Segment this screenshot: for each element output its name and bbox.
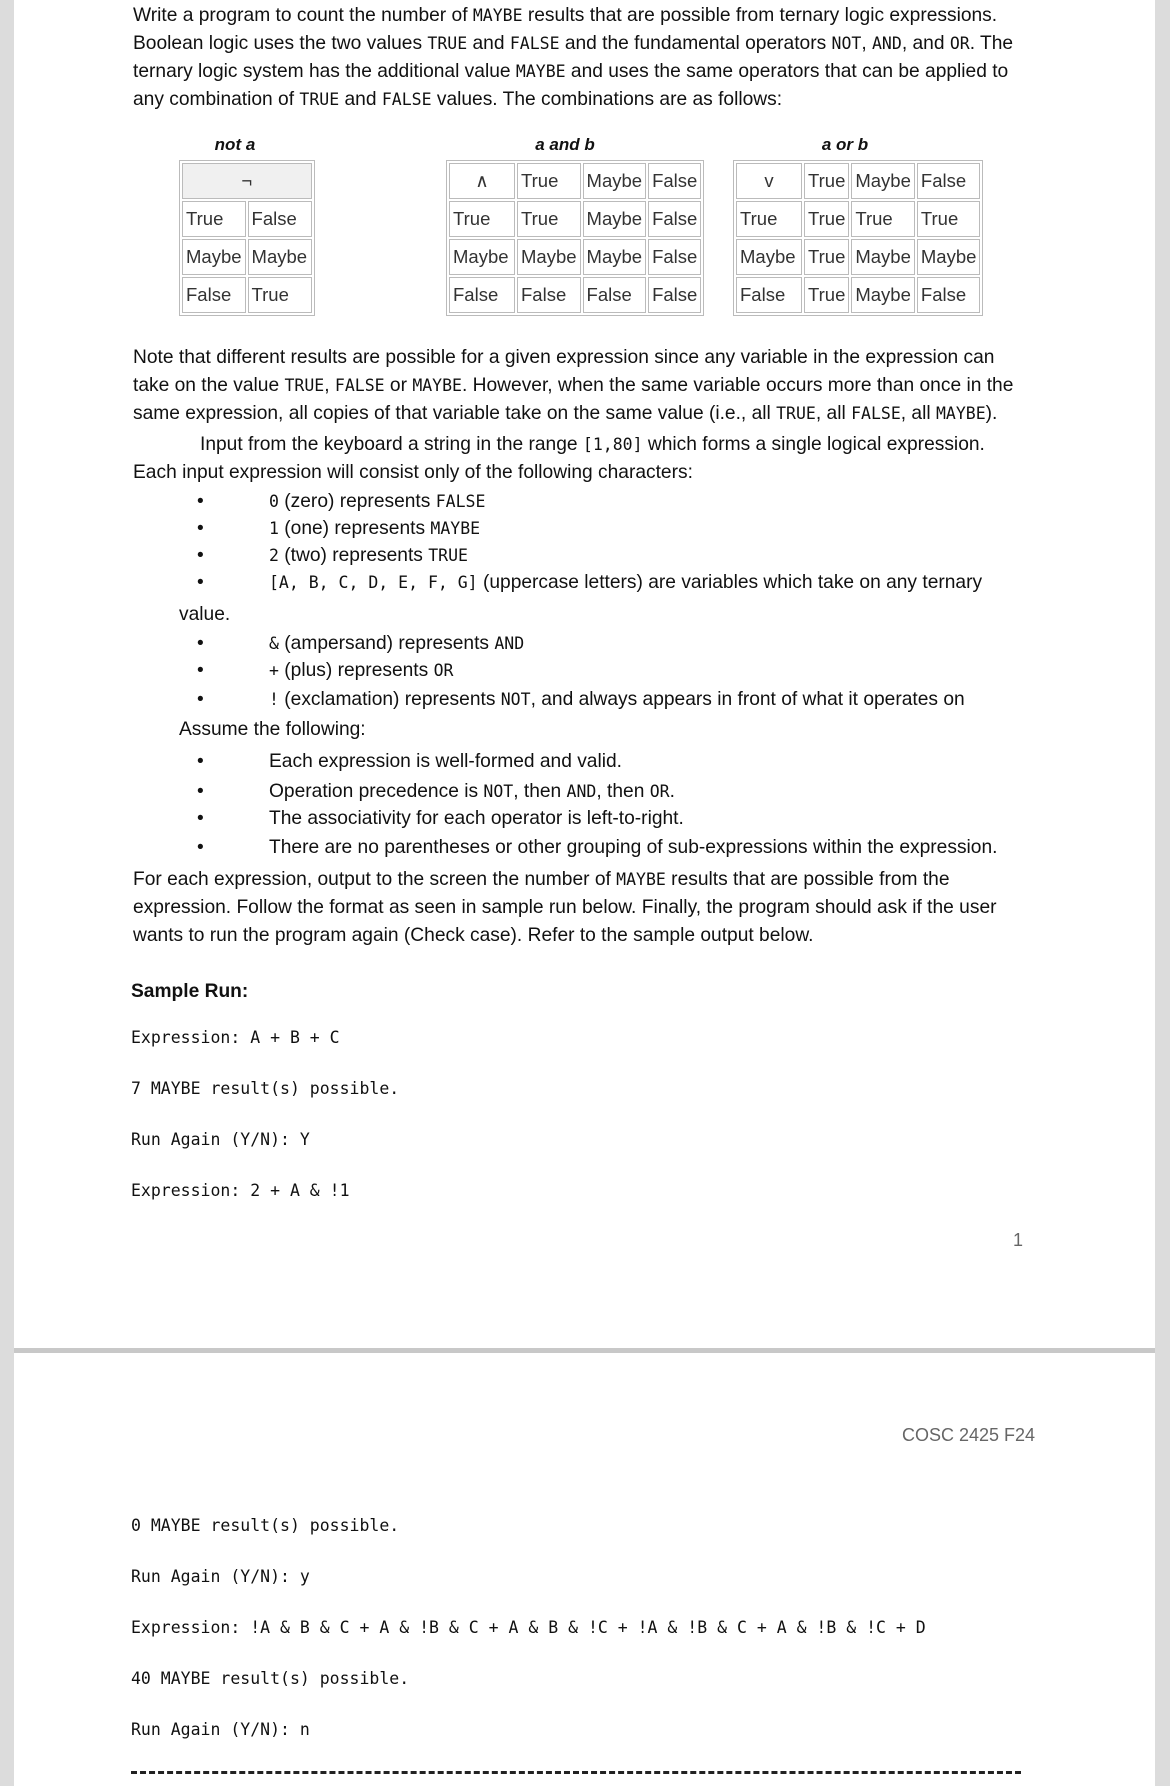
and-table xyxy=(446,160,704,316)
table-cell: Maybe xyxy=(736,239,802,275)
table-cell: Maybe xyxy=(449,239,515,275)
table-cell: True xyxy=(736,201,802,237)
output-line: Expression: A + B + C xyxy=(131,1028,340,1047)
table-row xyxy=(736,277,980,313)
table-cell: True xyxy=(804,239,849,275)
table-cell: Maybe xyxy=(851,277,915,313)
table-cell: Maybe xyxy=(248,239,312,275)
output-line: 7 MAYBE result(s) possible. xyxy=(131,1079,400,1098)
not-table xyxy=(179,160,315,316)
table-cell: False xyxy=(917,277,981,313)
table-row xyxy=(449,277,701,313)
table-header-cell: Maybe xyxy=(583,163,647,199)
list-continuation: value. xyxy=(179,604,231,625)
and-symbol: ∧ xyxy=(449,163,515,199)
table-cell: True xyxy=(917,201,981,237)
and-table-title: a and b xyxy=(535,135,595,154)
not-table-title: not a xyxy=(214,135,256,154)
table-cell: Maybe xyxy=(517,239,581,275)
table-cell: True xyxy=(517,201,581,237)
output-line: Run Again (Y/N): Y xyxy=(131,1130,310,1149)
table-row xyxy=(182,277,312,313)
table-row xyxy=(449,201,701,237)
table-row xyxy=(182,201,312,237)
table-cell: Maybe xyxy=(917,239,981,275)
table-row xyxy=(736,201,980,237)
table-cell: Maybe xyxy=(583,239,647,275)
table-cell: False xyxy=(583,277,647,313)
output-line: 40 MAYBE result(s) possible. xyxy=(131,1669,410,1688)
table-cell: True xyxy=(248,277,312,313)
output-line: Run Again (Y/N): n xyxy=(131,1720,310,1739)
or-symbol: v xyxy=(736,163,802,199)
assume-heading: Assume the following: xyxy=(179,719,366,740)
table-cell: False xyxy=(517,277,581,313)
table-cell: False xyxy=(449,277,515,313)
table-cell: False xyxy=(736,277,802,313)
table-cell: True xyxy=(449,201,515,237)
or-table-title: a or b xyxy=(821,135,869,154)
table-cell: False xyxy=(648,201,701,237)
table-cell: True xyxy=(182,201,246,237)
input-paragraph: Input from the keyboard a string in the range [1,80] which forms a single logical expression. Each input expression will consist only of the following characters: xyxy=(133,434,985,483)
table-cell: False xyxy=(648,277,701,313)
table-header-cell: True xyxy=(804,163,849,199)
table-cell: False xyxy=(648,239,701,275)
table-cell: False xyxy=(182,277,246,313)
table-cell: True xyxy=(804,201,849,237)
output-paragraph: For each expression, output to the screen the number of MAYBE results that are possible from the expression. Follow the format as seen in sample run below. Finally, the program should ask if the user wants to run the program again (Check case). Refer to the sample output below. xyxy=(133,869,997,946)
page-header: COSC 2425 F24 xyxy=(902,1425,1036,1445)
output-line: 0 MAYBE result(s) possible. xyxy=(131,1516,400,1535)
table-row xyxy=(182,239,312,275)
dashed-divider xyxy=(131,1771,1021,1774)
page-number: 1 xyxy=(1013,1230,1024,1250)
or-table xyxy=(733,160,983,316)
table-header-cell: Maybe xyxy=(851,163,915,199)
not-symbol: ¬ xyxy=(182,163,312,199)
table-cell: True xyxy=(804,277,849,313)
table-header-cell: False xyxy=(648,163,701,199)
table-cell: True xyxy=(851,201,915,237)
note-paragraph: Note that different results are possible for a given expression since any variable in the expression can take on the value TRUE, FALSE or MAYBE. However, when the same variable occurs more than once in the same expression, all copies of that variable take on the same value (i.e., all TRUE, all FALSE, all MAYBE). xyxy=(133,347,1014,424)
table-cell: False xyxy=(248,201,312,237)
table-cell: Maybe xyxy=(583,201,647,237)
output-line: Expression: 2 + A & !1 xyxy=(131,1181,350,1200)
table-row xyxy=(449,239,701,275)
table-header-cell: True xyxy=(517,163,581,199)
right-margin xyxy=(1155,0,1170,1786)
intro-paragraph: Write a program to count the number of MAYBE results that are possible from ternary logic expressions. Boolean logic uses the two values TRUE and FALSE and the fundamental operators NOT, AND, and OR. The ternary logic system has the additional value MAYBE and uses the same operators that can be applied to any combination of TRUE and FALSE values. The combinations are as follows: xyxy=(133,5,1014,110)
output-line: Expression: !A & B & C + A & !B & C + A & B & !C + !A & !B & C + A & !B & !C + D xyxy=(131,1618,926,1637)
table-cell: Maybe xyxy=(851,239,915,275)
sample-run-heading: Sample Run: xyxy=(131,981,249,1002)
table-header-cell: False xyxy=(917,163,981,199)
table-cell: Maybe xyxy=(182,239,246,275)
output-line: Run Again (Y/N): y xyxy=(131,1567,310,1586)
table-row xyxy=(736,239,980,275)
